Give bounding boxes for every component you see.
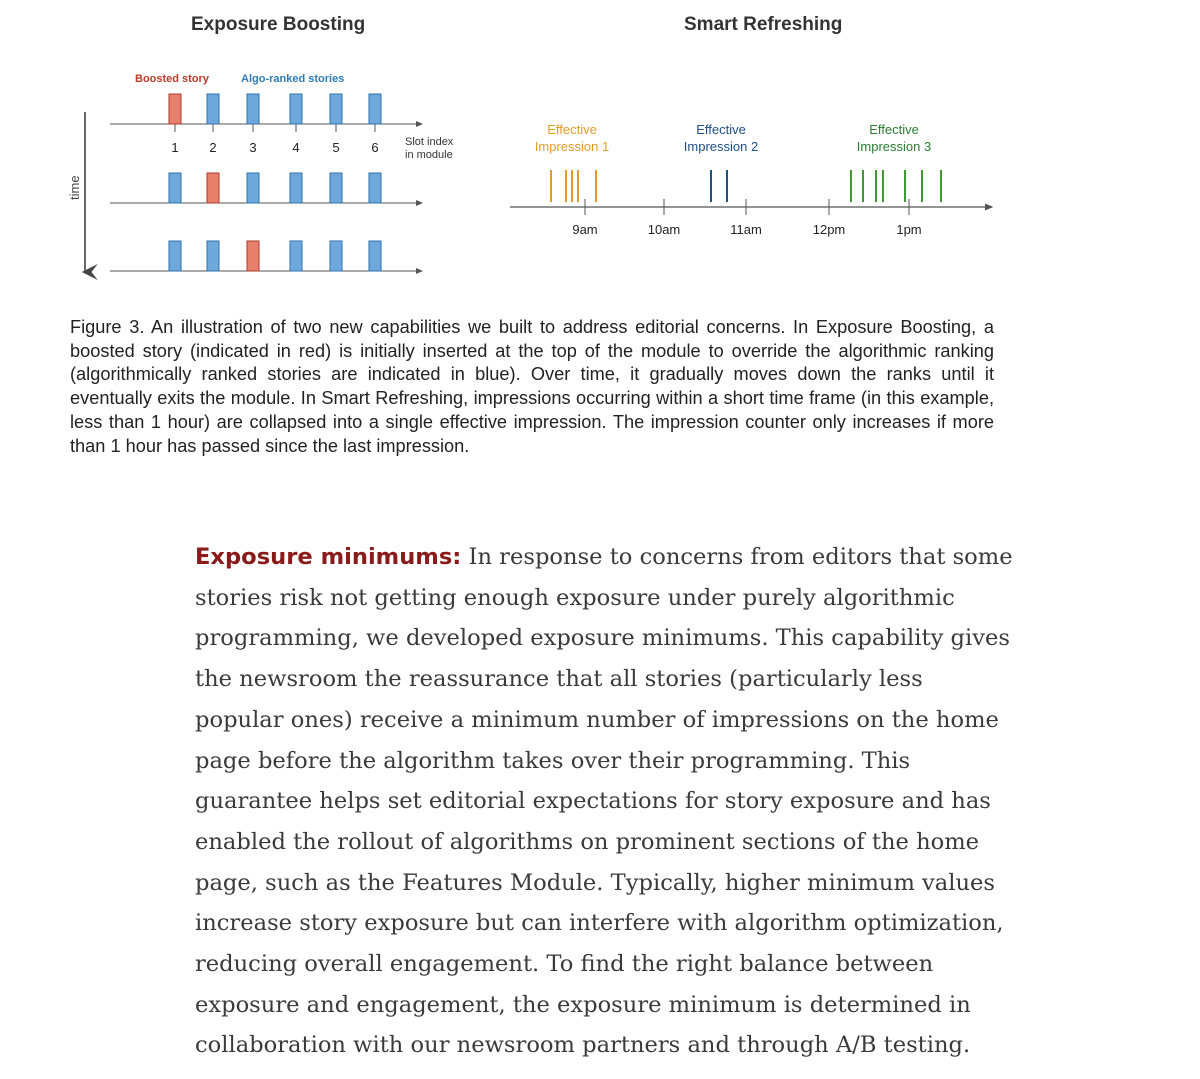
effective-impression-3-line2: Impression 3 [856, 139, 932, 154]
slot-number: 6 [371, 140, 379, 155]
boosted-story-slot [247, 241, 259, 271]
slot-index-label-line2: in module [405, 149, 453, 161]
slot-number: 1 [171, 140, 179, 155]
algo-ranked-story-slot [247, 94, 259, 124]
legend-algo-ranked-stories: Algo-ranked stories [241, 73, 345, 85]
effective-impression-3-line1: Effective [869, 122, 919, 137]
impression-marks [551, 170, 941, 202]
algo-ranked-story-slot [247, 173, 259, 203]
timeline-ticks [572, 199, 921, 237]
time-tick-label: 1pm [896, 222, 922, 237]
algo-ranked-story-slot [369, 241, 381, 271]
slot-index-label: Slot index [405, 136, 454, 148]
time-tick-label: 12pm [812, 222, 846, 237]
paragraph-text: In response to concerns from editors that some stories risk not getting enough exposure under purely algorithmic programming, we developed exposure minimums. This capability gives the newsroom the reassurance that all stories (particularly less popular ones) receive a minimum number of impressions on the home page before the algorithm takes over their programming. This guarantee helps set editorial expectations for story exposure and has enabled the rollout of algorithms on prominent sections of the home page, such as the Features Module. Typically, higher minimum values increase story exposure but can interfere with algorithm optimization, reducing overall engagement. To find the right balance between exposure and engagement, the exposure minimum is determined in collaboration with our newsroom partners and through A/B testing. [195, 544, 1013, 1059]
algo-ranked-story-slot [207, 94, 219, 124]
algo-ranked-story-slot [207, 241, 219, 271]
time-axis-label: time [67, 175, 82, 200]
slot-rows [110, 94, 422, 271]
exposure-boosting-title: Exposure Boosting [191, 14, 366, 35]
body-paragraph [195, 537, 1015, 1066]
figure-caption: Figure 3. An illustration of two new capabilities we built to address editorial concerns. In Exposure Boosting, a boosted story (indicated in red) is initially inserted at the top of the module to override the algorithmic ranking (algorithmically ranked stories are indicated in blue). Over time, it gradually moves down the ranks until it eventually exits the module. In Smart Refreshing, impressions occurring within a short time frame (in this example, less than 1 hour) are collapsed into a single effective impression. The impression counter only increases if more than 1 hour has passed since the last impression. [70, 317, 994, 456]
algo-ranked-story-slot [290, 173, 302, 203]
slot-number: 3 [249, 140, 257, 155]
algo-ranked-story-slot [290, 241, 302, 271]
boosted-story-slot [207, 173, 219, 203]
paragraph-heading: Exposure minimums: [195, 544, 462, 570]
algo-ranked-story-slot [369, 173, 381, 203]
figure-diagram [0, 0, 1200, 300]
algo-ranked-story-slot [290, 94, 302, 124]
smart-refreshing-title: Smart Refreshing [684, 14, 843, 35]
effective-impression-2-line2: Impression 2 [683, 139, 759, 154]
time-tick-label: 9am [572, 222, 598, 237]
algo-ranked-story-slot [169, 173, 181, 203]
effective-impression-1-line2: Impression 1 [534, 139, 610, 154]
algo-ranked-story-slot [169, 241, 181, 271]
algo-ranked-story-slot [369, 94, 381, 124]
algo-ranked-story-slot [330, 94, 342, 124]
legend-boosted-story: Boosted story [135, 73, 209, 85]
time-tick-label: 10am [647, 222, 681, 237]
algo-ranked-story-slot [330, 173, 342, 203]
slot-number: 2 [209, 140, 217, 155]
boosted-story-slot [169, 94, 181, 124]
slot-numbers [171, 140, 378, 155]
time-tick-label: 11am [730, 222, 762, 237]
effective-impression-2-line1: Effective [696, 122, 746, 137]
effective-impression-1-line1: Effective [547, 122, 597, 137]
algo-ranked-story-slot [330, 241, 342, 271]
slot-number: 5 [332, 140, 340, 155]
slot-number: 4 [292, 140, 300, 155]
